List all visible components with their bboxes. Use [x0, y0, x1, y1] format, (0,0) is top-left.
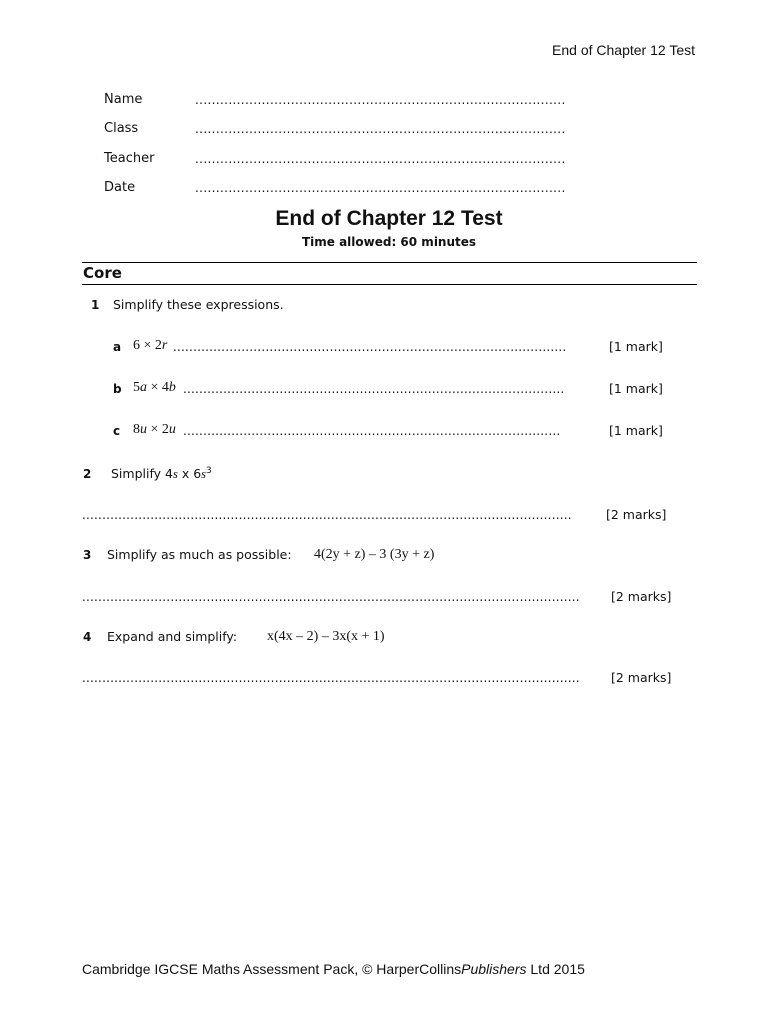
field-label-class: Class [104, 121, 139, 136]
footer-text-before: Cambridge IGCSE Maths Assessment Pack, © HarperCollins [82, 961, 462, 977]
question-1c-expr-mid: × 2 [147, 422, 169, 437]
question-1b-expr-pre: 5 [133, 380, 140, 395]
field-dots-teacher[interactable]: ......................................................................................... [195, 152, 566, 166]
question-1c-letter: c [113, 424, 121, 438]
question-1b-expr-var1: a [140, 380, 147, 395]
question-3-expression: 4(2y + z) – 3 (3y + z) [314, 547, 435, 562]
footer-copyright [82, 961, 585, 977]
mark-1c: [1 mark] [609, 423, 663, 438]
section-top-rule [82, 262, 697, 263]
question-4-text: Expand and simplify: [107, 629, 238, 644]
footer-italic: Publishers [461, 961, 527, 977]
question-1b-letter: b [113, 382, 122, 396]
answer-line-2[interactable]: .......................................................................................................................... [82, 508, 572, 522]
field-dots-class[interactable]: ......................................................................................... [195, 122, 566, 136]
question-1a-letter: a [113, 340, 122, 354]
question-3-number: 3 [83, 548, 92, 562]
question-1c-expression [133, 422, 176, 438]
question-1a-expression [133, 338, 167, 354]
mark-1b: [1 mark] [609, 381, 663, 396]
question-4-expression: x(4x – 2) – 3x(x + 1) [267, 629, 385, 644]
question-1-number: 1 [91, 298, 100, 312]
question-2-exponent: 3 [206, 466, 212, 476]
question-2-number: 2 [83, 467, 92, 481]
question-2-var1: s [172, 467, 178, 482]
section-bottom-rule [82, 284, 697, 285]
field-label-teacher: Teacher [104, 151, 155, 166]
question-2-text-mid: x 6 [177, 466, 202, 482]
answer-line-1b[interactable]: ............................................................................................... [183, 382, 565, 396]
question-2-text [111, 466, 212, 482]
question-2-text-pre: Simplify 4 [111, 466, 173, 482]
question-1b-expr-var2: b [168, 380, 176, 395]
answer-line-4[interactable]: ............................................................................................................................ [82, 671, 580, 685]
mark-4: [2 marks] [611, 670, 672, 685]
question-2-var2: s [201, 467, 207, 482]
field-label-date: Date [104, 180, 136, 195]
question-1c-expr-var1: u [140, 422, 147, 437]
question-1a-expr-var: r [161, 338, 168, 353]
answer-line-1a[interactable]: .................................................................................................. [173, 340, 567, 354]
question-1c-expr-pre: 8 [133, 422, 140, 437]
question-1-text: Simplify these expressions. [113, 297, 284, 312]
section-heading: Core [83, 264, 122, 282]
question-1a-expr-pre: 6 × 2 [133, 338, 162, 353]
question-1b-expr-mid: × 4 [147, 380, 169, 395]
mark-3: [2 marks] [611, 589, 672, 604]
field-dots-date[interactable]: ......................................................................................... [195, 181, 566, 195]
page-title: End of Chapter 12 Test [275, 207, 503, 230]
question-1b-expression [133, 380, 176, 396]
mark-1a: [1 mark] [609, 339, 663, 354]
field-label-name: Name [104, 92, 143, 107]
time-allowed: Time allowed: 60 minutes [301, 235, 477, 249]
mark-2: [2 marks] [606, 507, 667, 522]
answer-line-1c[interactable]: .............................................................................................. [183, 424, 561, 438]
question-1c-expr-var2: u [168, 422, 176, 437]
question-4-number: 4 [83, 630, 92, 644]
header-title: End of Chapter 12 Test [552, 42, 695, 58]
footer-text-after: Ltd 2015 [526, 961, 585, 977]
answer-line-3[interactable]: ............................................................................................................................ [82, 590, 580, 604]
field-dots-name[interactable]: ......................................................................................... [195, 93, 566, 107]
question-3-text: Simplify as much as possible: [107, 547, 292, 562]
